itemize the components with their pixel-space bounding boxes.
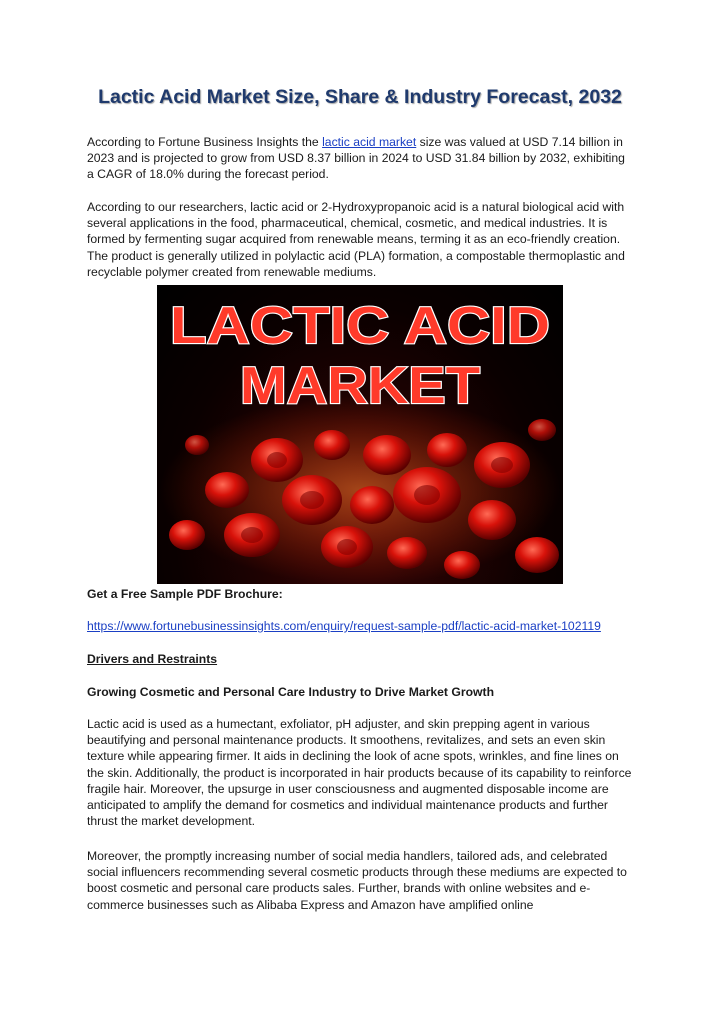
lactic-acid-market-banner-image (157, 285, 563, 584)
page-title: Lactic Acid Market Size, Share & Industry Forecast, 2032 (98, 86, 622, 108)
sample-heading: Get a Free Sample PDF Brochure: (87, 587, 283, 601)
cosmetic-paragraph: Lactic acid is used as a humectant, exfoliator, pH adjuster, and skin prepping agent in various beautifying and personal maintenance products. It smoothens, revitalizes, and sets an even skin texture while appearing firmer. It aids in declining the look of acne spots, wrinkles, and fine lines on the skin. Additionally, the product is incorporated in hair products because of its capability to reinforce fragile hair. Moreover, the upsurge in user consciousness and augmented disposable income are anticipated to amplify the demand for cosmetics and individual maintenance products and further thrust the market development. (87, 717, 632, 829)
drivers-restraints-heading: Drivers and Restraints (87, 652, 218, 666)
banner-title-line2: MARKET (240, 357, 481, 415)
social-media-paragraph: Moreover, the promptly increasing number of social media handlers, tailored ads, and celebrated social influencers recommending several cosmetic products through these mediums are expected to boost cosmetic and personal care products sales. Further, brands with online websites and e-commerce businesses such as Alibaba Express and Amazon have amplified online (87, 849, 627, 912)
banner-title-line1: LACTIC ACID (170, 297, 550, 355)
sample-pdf-link[interactable]: https://www.fortunebusinessinsights.com/enquiry/request-sample-pdf/lactic-acid-market-102119 (87, 619, 601, 633)
about-paragraph: According to our researchers, lactic acid or 2-Hydroxypropanoic acid is a natural biological acid with several applications in the food, pharmaceutical, chemical, cosmetic, and medical industries. It is formed by fermenting sugar acquired from renewable means, terming it as an eco-friendly creation. The product is generally utilized in polylactic acid (PLA) formation, a compostable thermoplastic and recyclable polymer created from renewable mediums. (87, 200, 625, 279)
intro-paragraph (87, 134, 635, 183)
growth-subheading: Growing Cosmetic and Personal Care Industry to Drive Market Growth (87, 685, 495, 699)
intro-text-before: According to Fortune Business Insights the (87, 135, 323, 149)
intro-text-after: size was valued at USD 7.14 billion in 2023 and is projected to grow from USD 8.37 billion in 2024 to USD 31.84 billion by 2032, exhibiting a CAGR of 18.0% during the forecast period. (87, 135, 625, 182)
lactic-acid-market-link[interactable]: lactic acid market (322, 135, 417, 149)
sample-paragraph (87, 618, 635, 634)
